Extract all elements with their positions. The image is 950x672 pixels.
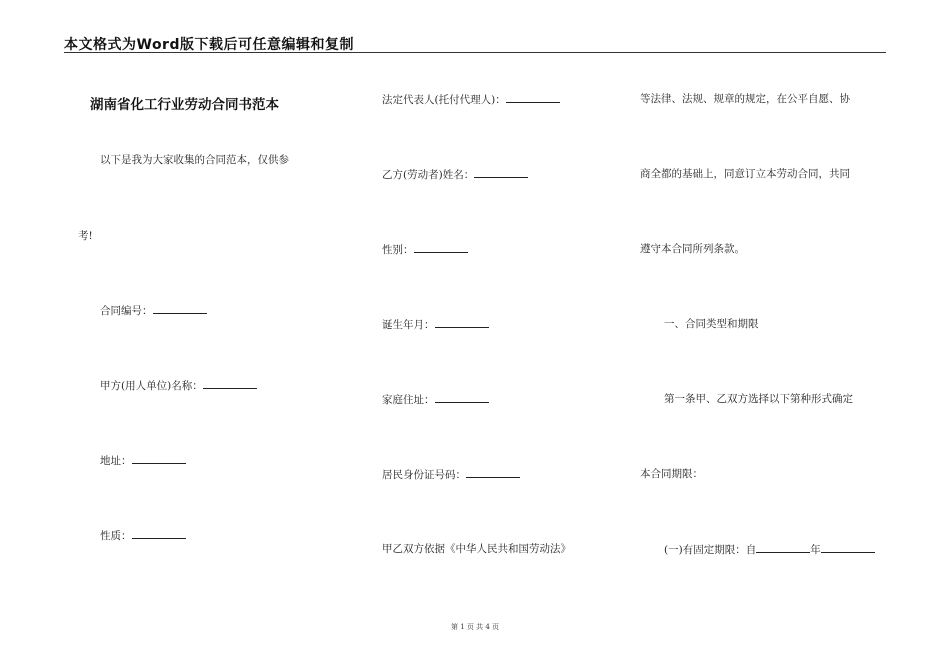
- page-footer: 第 1 页 共 4 页: [450, 623, 500, 631]
- intro-line-2: 考!: [78, 230, 93, 242]
- birth-label: 诞生年月：: [382, 319, 435, 331]
- party-b-name-label: 乙方(劳动者)姓名：: [382, 169, 475, 181]
- party-a-name-field: [100, 378, 257, 393]
- nature-blank: [132, 528, 186, 539]
- gender-label: 性别：: [382, 244, 414, 256]
- birth-field: [382, 317, 489, 332]
- party-b-name-blank: [474, 167, 528, 178]
- section-heading-1: 一、合同类型和期限: [664, 318, 759, 330]
- document-title: 湖南省化工行业劳动合同书范本: [90, 97, 279, 113]
- home-address-blank: [435, 392, 489, 403]
- contract-number-blank: [153, 303, 207, 314]
- party-a-name-blank: [203, 378, 257, 389]
- col3-line-3: 遵守本合同所列条款。: [640, 243, 745, 255]
- fixed-term-field: [664, 542, 875, 557]
- document-header: [64, 32, 886, 53]
- id-number-blank: [466, 467, 520, 478]
- legal-rep-blank: [506, 92, 560, 103]
- nature-field: [100, 528, 186, 543]
- birth-blank: [435, 317, 489, 328]
- gender-field: [382, 242, 468, 257]
- home-address-label: 家庭住址：: [382, 394, 435, 406]
- header-text: 本文格式为Word版下载后可任意编辑和复制: [64, 37, 354, 53]
- col3-line-2: 商全都的基础上，同意订立本劳动合同，共同: [640, 168, 850, 180]
- party-a-name-label: 甲方(用人单位)名称：: [100, 380, 203, 392]
- nature-label: 性质：: [100, 530, 132, 542]
- legal-rep-field: [382, 92, 560, 107]
- contract-number-field: [100, 303, 207, 318]
- col3-line-1: 等法律、法规、规章的规定，在公平自愿、协: [640, 93, 850, 105]
- intro-line-1: 以下是我为大家收集的合同范本，仅供参: [100, 154, 289, 166]
- party-b-name-field: [382, 167, 528, 182]
- home-address-field: [382, 392, 489, 407]
- fixed-term-start-blank: [756, 542, 810, 553]
- gender-blank: [414, 242, 468, 253]
- fixed-term-label: (一)有固定期限：自: [664, 544, 757, 556]
- id-number-field: [382, 467, 520, 482]
- address-blank: [132, 453, 186, 464]
- address-label: 地址：: [100, 455, 132, 467]
- legal-basis-text: 甲乙双方依据《中华人民共和国劳动法》: [382, 543, 571, 555]
- address-field: [100, 453, 186, 468]
- contract-number-label: 合同编号：: [100, 305, 153, 317]
- contract-term-label: 本合同期限：: [640, 468, 703, 480]
- fixed-term-end-blank: [821, 542, 875, 553]
- legal-rep-label: 法定代表人(托付代理人)：: [382, 94, 506, 106]
- article-1-text: 第一条甲、乙双方选择以下第种形式确定: [664, 393, 853, 405]
- id-number-label: 居民身份证号码：: [382, 469, 466, 481]
- fixed-term-year-label: 年: [810, 544, 821, 556]
